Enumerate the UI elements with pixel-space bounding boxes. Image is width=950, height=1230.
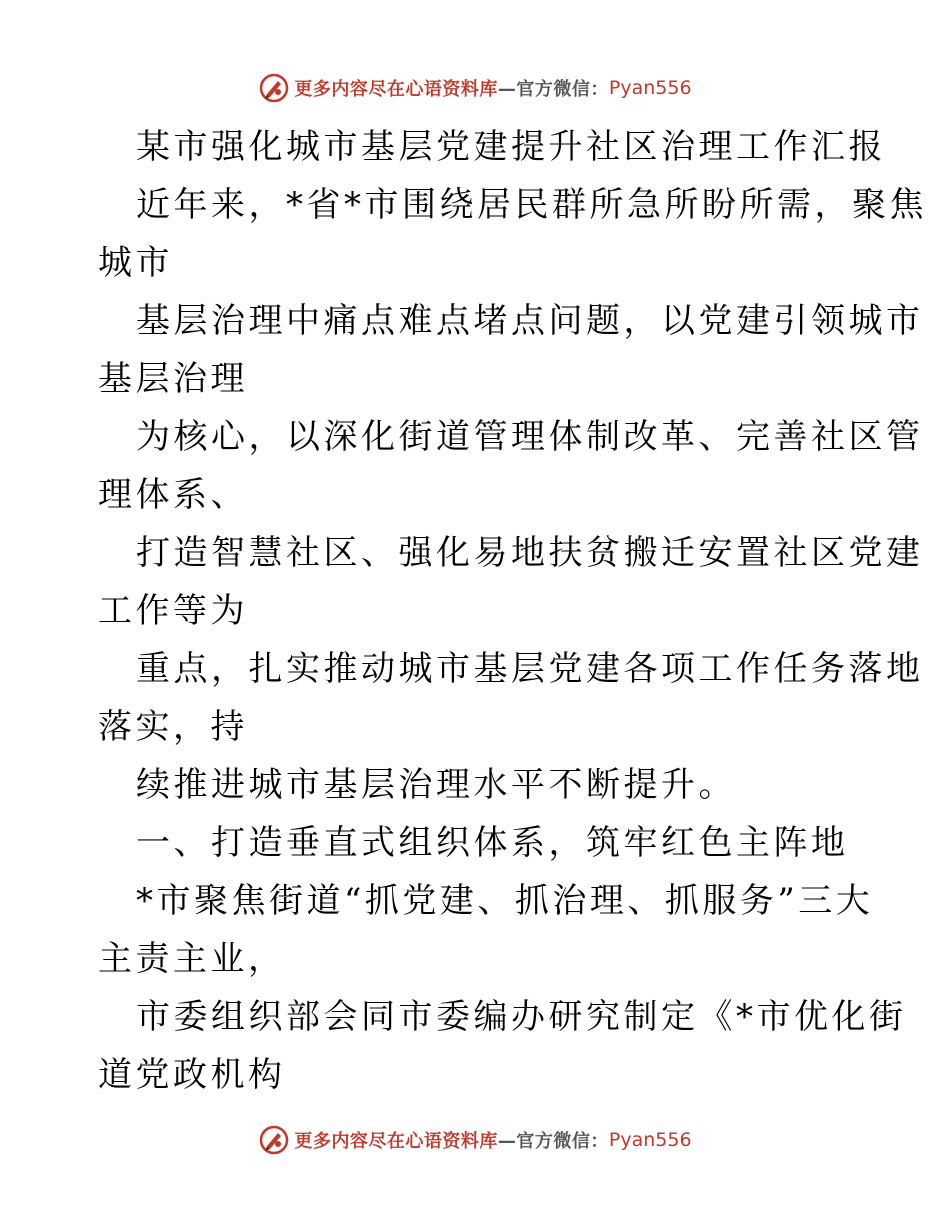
document-title: 某市强化城市基层党建提升社区治理工作汇报	[136, 127, 886, 167]
section-heading: 一、打造垂直式组织体系，筑牢红色主阵地	[136, 823, 849, 863]
paragraph-line: 理体系、	[98, 475, 248, 515]
paragraph-line: 道党政机构	[98, 1055, 286, 1095]
paragraph-line: 重点，扎实推动城市基层党建各项工作任务落地	[136, 649, 924, 689]
header-watermark	[0, 68, 950, 108]
paragraph-line: 打造智慧社区、强化易地扶贫搬迁安置社区党建	[136, 533, 924, 573]
paragraph-line: 市委组织部会同市委编办研究制定《*市优化街	[136, 997, 907, 1037]
paragraph-line: 城市	[98, 243, 173, 283]
wechat-id: Pyan556	[608, 77, 692, 99]
paragraph-line: 续推进城市基层治理水平不断提升。	[136, 765, 736, 805]
paragraph-line: 基层治理	[98, 359, 248, 399]
paragraph-line: 工作等为	[98, 591, 248, 631]
paragraph-line: 落实，持	[98, 707, 248, 747]
footer-watermark	[0, 1120, 950, 1160]
watermark-text: 更多内容尽在心语资料库	[294, 1131, 498, 1152]
paragraph-line: *市聚焦街道“抓党建、抓治理、抓服务”三大	[136, 881, 874, 921]
paragraph-line: 近年来，*省*市围绕居民群所急所盼所需，聚焦	[136, 185, 927, 225]
watermark-separator-text: —官方微信：	[497, 1131, 609, 1152]
document-body	[98, 118, 927, 1104]
pen-logo-icon	[258, 72, 290, 104]
pen-logo-icon	[258, 1124, 290, 1156]
watermark-separator-text: —官方微信：	[497, 79, 609, 100]
wechat-id: Pyan556	[608, 1129, 692, 1151]
paragraph-line: 主责主业，	[98, 939, 286, 979]
watermark-text: 更多内容尽在心语资料库	[294, 79, 498, 100]
paragraph-line: 为核心，以深化街道管理体制改革、完善社区管	[136, 417, 924, 457]
paragraph-line: 基层治理中痛点难点堵点问题，以党建引领城市	[136, 301, 924, 341]
